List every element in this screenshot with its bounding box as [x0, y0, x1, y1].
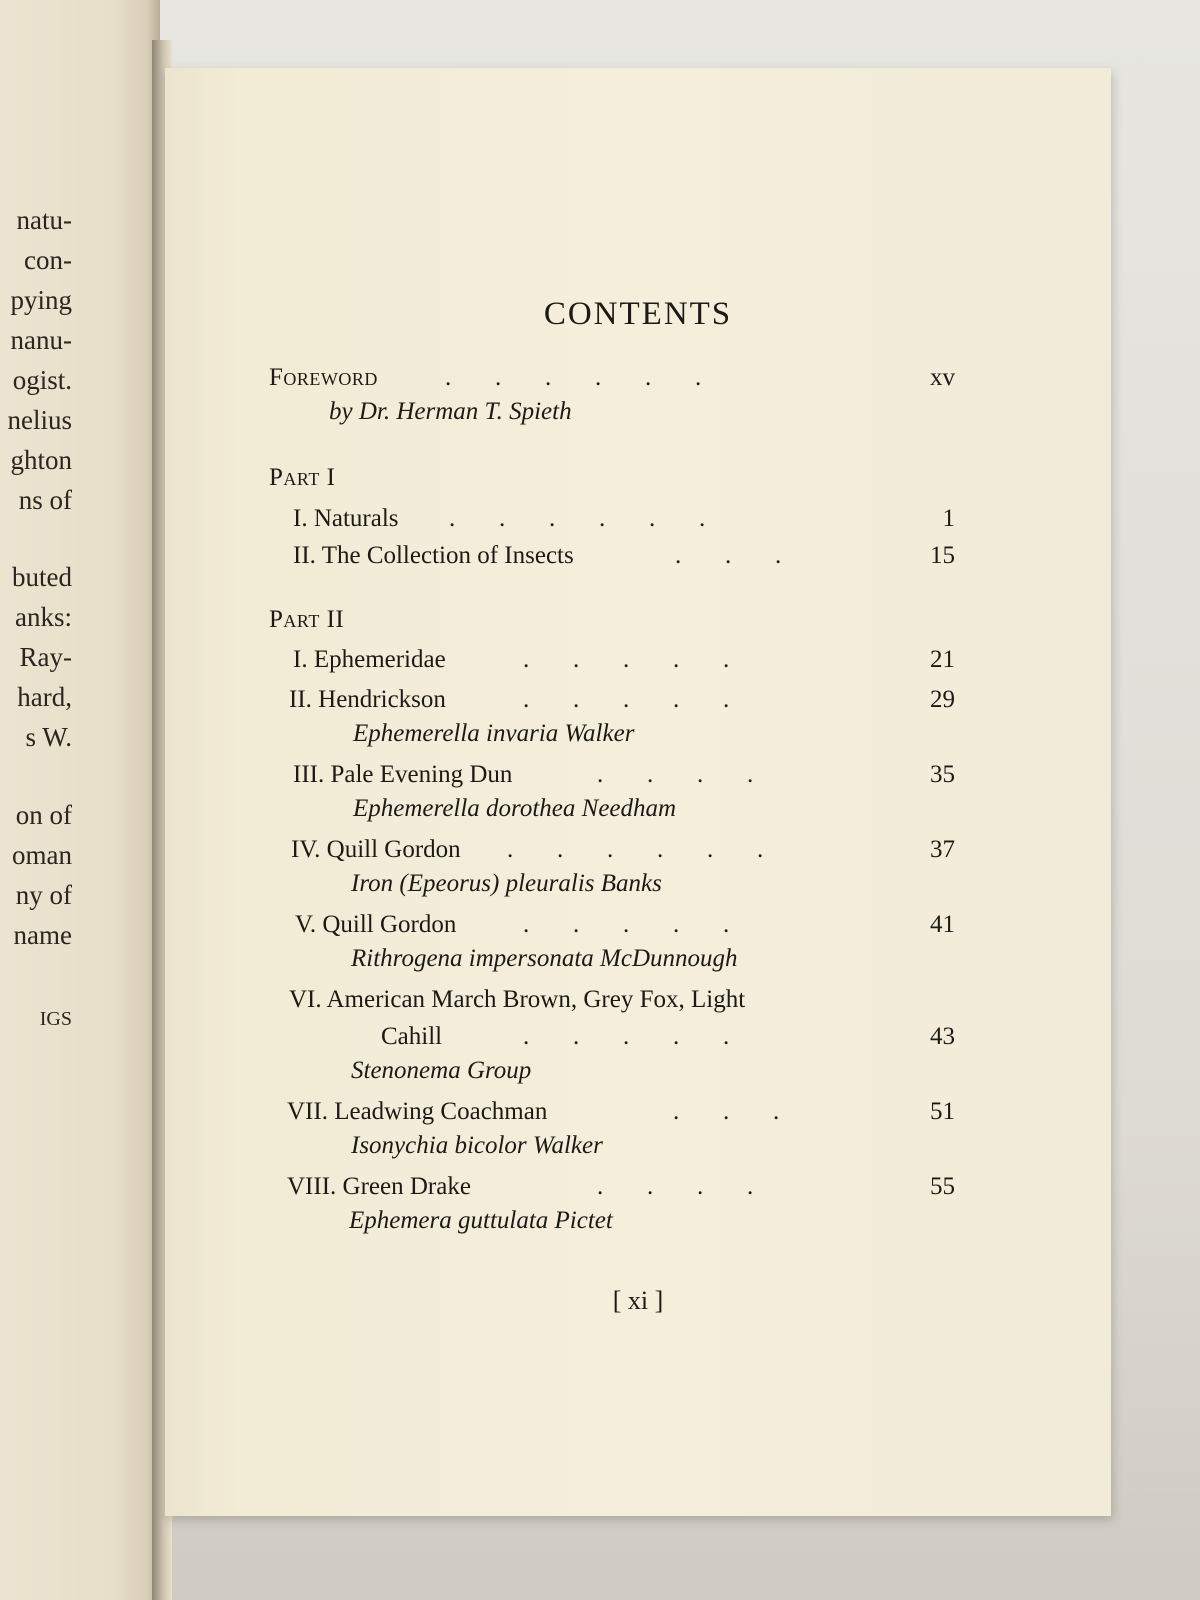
- toc-entry-page: 37: [930, 836, 955, 863]
- species-name: Ephemera guttulata Pictet: [349, 1207, 613, 1234]
- toc-entry-page: xv: [930, 364, 955, 391]
- toc-entry-page: 29: [930, 686, 955, 713]
- toc-entry: [165, 836, 1111, 872]
- toc-entry-continuation: [165, 1023, 1111, 1059]
- left-text-line: nelius: [7, 405, 72, 435]
- toc-entry-label-cont: Cahill: [381, 1023, 443, 1050]
- left-text-line: natu-: [16, 205, 72, 235]
- toc-entry-page: 55: [930, 1173, 955, 1200]
- species-name: Stenonema Group: [351, 1057, 532, 1084]
- left-text-line: ny of: [15, 880, 72, 910]
- part-heading: Part I: [269, 464, 336, 491]
- page-folio: [ xi ]: [612, 1286, 664, 1315]
- species-name: Iron (Epeorus) pleuralis Banks: [351, 870, 662, 897]
- toc-entry-label: II. Hendrickson: [289, 686, 446, 713]
- left-text-line: ns of: [18, 485, 72, 515]
- toc-entry: [165, 986, 1111, 1022]
- leader-dots: . . . .: [597, 761, 754, 788]
- contents-page: [165, 68, 1111, 1516]
- toc-entry: [165, 686, 1111, 722]
- leader-dots: . . . . .: [523, 646, 730, 673]
- leader-dots: . . . . .: [523, 1023, 730, 1050]
- toc-entry: [165, 1098, 1111, 1134]
- toc-entry-label: I. Ephemeridae: [293, 646, 446, 673]
- leader-dots: . . .: [675, 542, 782, 569]
- toc-entry-page: 21: [930, 646, 955, 673]
- leader-dots: . . . . . .: [507, 836, 764, 863]
- species-name: Isonychia bicolor Walker: [351, 1132, 603, 1159]
- toc-entry-label: VIII. Green Drake: [287, 1173, 471, 1200]
- toc-entry: [165, 761, 1111, 797]
- toc-entry-label: IV. Quill Gordon: [291, 836, 461, 863]
- foreword-author: by Dr. Herman T. Spieth: [329, 398, 572, 425]
- left-text-line: ghton: [10, 445, 72, 475]
- toc-entry-label: VII. Leadwing Coachman: [287, 1098, 548, 1125]
- left-text-line: buted: [12, 562, 72, 592]
- toc-entry: [165, 1173, 1111, 1209]
- left-text-line: IGS: [39, 1008, 72, 1030]
- left-text-line: on of: [15, 800, 72, 830]
- left-text-line: ogist.: [12, 365, 72, 395]
- toc-entry-page: 15: [930, 542, 955, 569]
- toc-entry-page: 43: [930, 1023, 955, 1050]
- part-heading: Part II: [269, 606, 345, 633]
- toc-entry-label: III. Pale Evening Dun: [293, 761, 513, 788]
- toc-entry: [165, 911, 1111, 947]
- left-text-line: oman: [12, 840, 72, 870]
- leader-dots: . . . . . .: [445, 364, 702, 391]
- left-text-line: name: [13, 920, 72, 950]
- toc-entry-label: VI. American March Brown, Grey Fox, Light: [289, 986, 746, 1013]
- species-name: Rithrogena impersonata McDunnough: [351, 945, 738, 972]
- toc-entry-label: II. The Collection of Insects: [293, 542, 574, 569]
- left-text-line: s W.: [25, 722, 72, 752]
- toc-entry-label: I. Naturals: [293, 505, 399, 532]
- left-facing-page: [0, 0, 160, 1600]
- contents-title: CONTENTS: [543, 296, 733, 332]
- left-text-line: Ray-: [19, 642, 72, 672]
- leader-dots: . . .: [673, 1098, 780, 1125]
- toc-entry: [165, 505, 1111, 541]
- toc-entry: [165, 542, 1111, 578]
- toc-entry: [165, 646, 1111, 682]
- leader-dots: . . . . . .: [449, 505, 706, 532]
- left-text-line: nanu-: [10, 325, 72, 355]
- toc-entry-page: 35: [930, 761, 955, 788]
- toc-entry-foreword: [165, 364, 1111, 400]
- toc-entry-page: 41: [930, 911, 955, 938]
- species-name: Ephemerella invaria Walker: [353, 720, 635, 747]
- toc-entry-page: 1: [942, 505, 955, 532]
- toc-entry-label: V. Quill Gordon: [295, 911, 457, 938]
- left-text-line: anks:: [15, 602, 72, 632]
- toc-entry-page: 51: [930, 1098, 955, 1125]
- toc-entry-label: Foreword: [269, 364, 378, 391]
- left-text-line: pying: [10, 285, 72, 315]
- leader-dots: . . . . .: [523, 911, 730, 938]
- species-name: Ephemerella dorothea Needham: [353, 795, 677, 822]
- leader-dots: . . . .: [597, 1173, 754, 1200]
- left-text-line: con-: [24, 245, 72, 275]
- left-text-line: hard,: [17, 682, 72, 712]
- leader-dots: . . . . .: [523, 686, 730, 713]
